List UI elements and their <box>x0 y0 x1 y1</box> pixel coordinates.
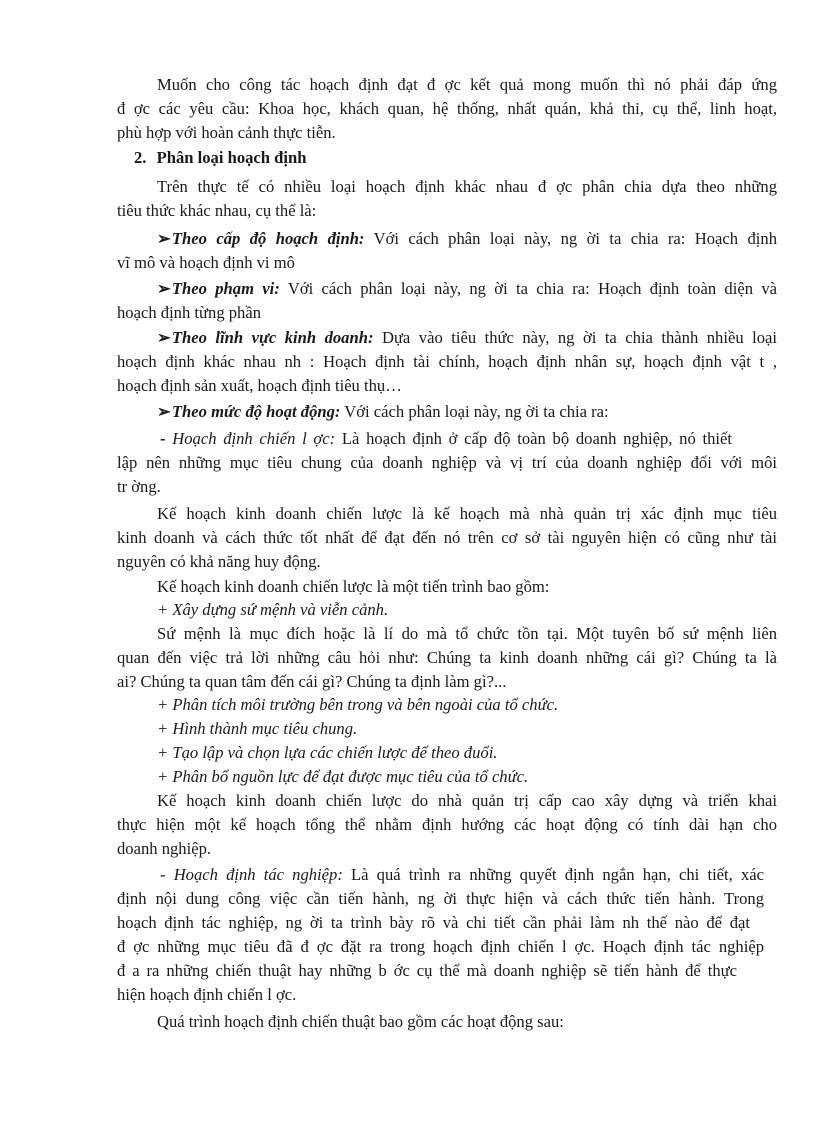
paragraph-line: Kế hoạch kinh doanh chiến lược do nhà quản trị cấp cao xây dựng và triển khai <box>157 791 777 810</box>
list-item: + Phân bổ nguồn lực để đạt được mục tiêu của tổ chức. <box>157 767 529 786</box>
paragraph-line: định nội dung công việc cần tiến hành, ng ời thực hiện và cách thức tiến hành. Trong <box>117 889 764 908</box>
paragraph-line: hoạch định khác nhau nh : Hoạch định tài chính, hoạch định nhân sự, hoạch định vật t , <box>117 352 777 371</box>
bullet-label: Theo mức độ hoạt động: <box>171 402 341 421</box>
paragraph-line: doanh nghiệp. <box>117 839 212 858</box>
paragraph-line: ai? Chúng ta quan tâm đến cái gì? Chúng ta định làm gì?... <box>117 672 507 691</box>
paragraph-line: đ ợc các yêu cầu: Khoa học, khách quan, hệ thống, nhất quán, khả thi, cụ thể, linh hoạt, <box>117 99 777 118</box>
bullet-text: Với cách phân loại này, ng ời ta chia ra: Hoạch định <box>364 229 778 248</box>
paragraph-line: hoạch định sản xuất, hoạch định tiêu thụ… <box>117 376 402 395</box>
paragraph-line: Muốn cho công tác hoạch định đạt đ ợc kết quả mong muốn thì nó phải đáp ứng <box>157 75 777 94</box>
paragraph-line: nguyên có khả năng huy động. <box>117 552 321 571</box>
bullet-label: Theo lĩnh vực kinh doanh: <box>171 328 374 347</box>
paragraph-line: quan đến việc trả lời những câu hỏi như: Chúng ta kinh doanh những cái gì? Chúng ta là <box>117 648 777 667</box>
paragraph-line: lập nên những mục tiêu chung của doanh nghiệp và vị trí của doanh nghiệp đối với môi <box>117 453 777 472</box>
sub-item-label: Hoạch định tác nghiệp: <box>173 865 343 884</box>
sub-item-text: Là quá trình ra những quyết định ngắn hạn, chi tiết, xác <box>342 865 764 884</box>
paragraph-line: Sứ mệnh là mục đích hoặc là lí do mà tổ chức tồn tại. Một tuyên bố sứ mệnh liên <box>157 624 777 643</box>
bullet-item <box>157 327 777 349</box>
section-title: Phân loại hoạch định <box>156 148 307 167</box>
paragraph-line: thực hiện một kế hoạch tổng thể nhằm định hướng các hoạt động có tính dài hạn cho <box>117 815 777 834</box>
paragraph-line: tiêu thức khác nhau, cụ thể là: <box>117 201 317 220</box>
bullet-text: Với cách phân loại này, ng ời ta chia ra: <box>340 402 609 421</box>
arrow-bullet-icon: ➢ <box>157 328 171 347</box>
bullet-text: Với cách phân loại này, ng ời ta chia ra: Hoạch định toàn diện và <box>279 279 777 298</box>
paragraph-line: phù hợp với hoàn cảnh thực tiễn. <box>117 123 336 142</box>
paragraph-line: Quá trình hoạch định chiến thuật bao gồm các hoạt động sau: <box>157 1012 564 1031</box>
paragraph-line: Kế hoạch kinh doanh chiến lược là một tiến trình bao gồm: <box>157 577 550 596</box>
paragraph-line: hoạch định tác nghiệp, ng ời ta trình bày rõ và chi tiết cần phải làm nh thế nào để đạt <box>117 913 750 932</box>
section-heading <box>134 147 306 169</box>
bullet-label: Theo cấp độ hoạch định: <box>171 229 365 248</box>
paragraph-line: hiện hoạch định chiến l ợc. <box>117 985 297 1004</box>
sub-item-text: Là hoạch định ở cấp độ toàn bộ doanh nghiệp, nó thiết <box>335 429 732 448</box>
dash-marker: - <box>160 429 173 448</box>
list-item: + Phân tích môi trường bên trong và bên ngoài của tổ chức. <box>157 695 559 714</box>
paragraph-line: tr ờng. <box>117 477 161 496</box>
arrow-bullet-icon: ➢ <box>157 279 171 298</box>
arrow-bullet-icon: ➢ <box>157 402 171 421</box>
paragraph-line: đ a ra những chiến thuật hay những b ớc cụ thể mà doanh nghiệp sẽ tiến hành để thực <box>117 961 737 980</box>
arrow-bullet-icon: ➢ <box>157 229 171 248</box>
paragraph-line: vĩ mô và hoạch định vi mô <box>117 253 295 272</box>
dash-marker: - <box>160 865 174 884</box>
paragraph-line: hoạch định từng phần <box>117 303 262 322</box>
paragraph-line: Trên thực tế có nhiều loại hoạch định khác nhau đ ợc phân chia dựa theo những <box>157 177 777 196</box>
bullet-item <box>157 228 777 250</box>
sub-item <box>160 428 732 450</box>
bullet-item <box>157 278 777 300</box>
sub-item <box>160 864 764 886</box>
paragraph-line: kinh doanh và cách thức tốt nhất để đạt đến nó trên cơ sở tài nguyên hiện có cũng như tài <box>117 528 777 547</box>
sub-item-label: Hoạch định chiến l ợc: <box>172 429 336 448</box>
paragraph-line: Kế hoạch kinh doanh chiến lược là kế hoạch mà nhà quản trị xác định mục tiêu <box>157 504 777 523</box>
section-number: 2. <box>134 148 147 167</box>
list-item: + Xây dựng sứ mệnh và viễn cảnh. <box>157 600 389 619</box>
paragraph-line: đ ợc những mục tiêu đã đ ợc đặt ra trong hoạch định chiến l ợc. Hoạch định tác nghiệp <box>117 937 764 956</box>
list-item: + Tạo lập và chọn lựa các chiến lược để theo đuổi. <box>157 743 498 762</box>
bullet-label: Theo phạm vi: <box>171 279 280 298</box>
list-item: + Hình thành mục tiêu chung. <box>157 719 358 738</box>
bullet-item <box>157 401 609 423</box>
bullet-text: Dựa vào tiêu thức này, ng ời ta chia thành nhiều loại <box>373 328 777 347</box>
